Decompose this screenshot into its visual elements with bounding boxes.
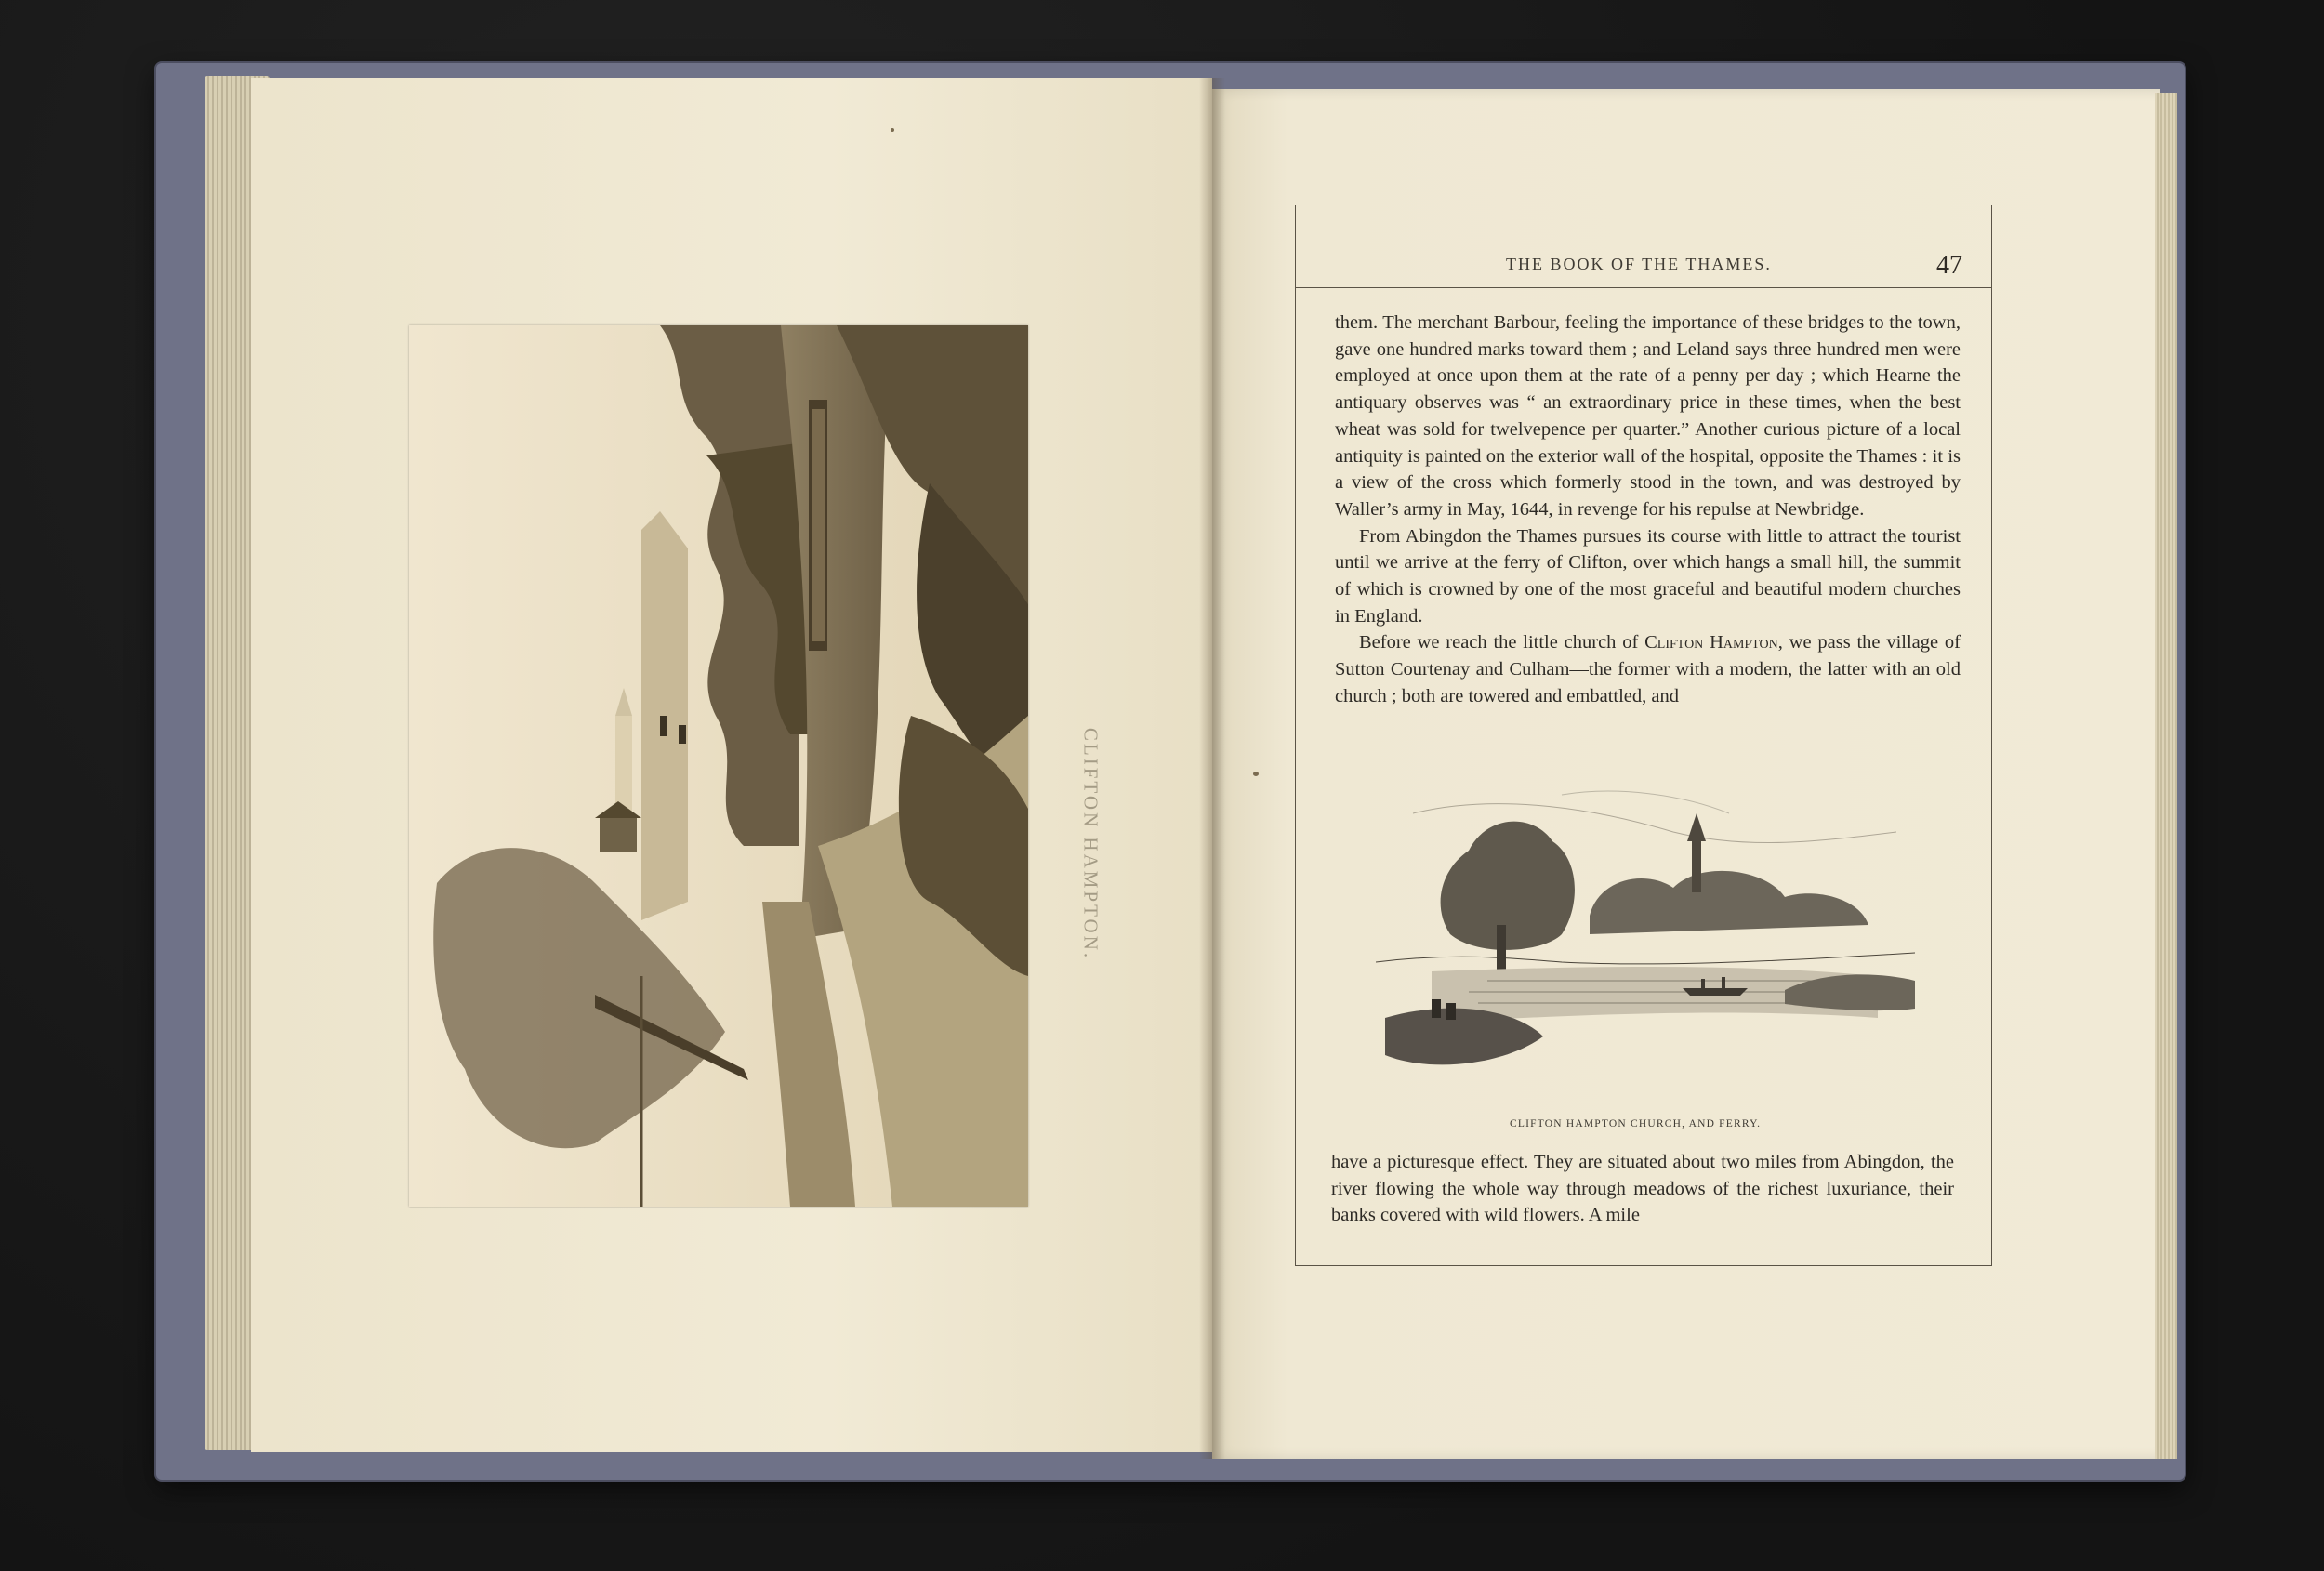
paragraph-3-text-b: , we pass the village of Sutton Courtenay and Culham—the former with a modern, the latter with an old church ; both are towered and embattled, and xyxy=(1335,632,1961,706)
book-gutter xyxy=(1199,78,1225,1459)
running-head: THE BOOK OF THE THAMES. xyxy=(1506,255,1772,273)
page-number: 47 xyxy=(1936,251,1962,280)
paragraph-3-text-a: Before we reach the little church of xyxy=(1359,632,1645,653)
body-text-bottom xyxy=(1331,1149,1954,1229)
paragraph-3 xyxy=(1335,629,1961,709)
header-rule xyxy=(1296,287,1991,288)
body-text-top xyxy=(1335,310,1961,710)
engraving-illustration xyxy=(1376,776,1915,1092)
paper-speck xyxy=(1253,772,1259,776)
paragraph-4: have a picturesque effect. They are situated about two miles from Abingdon, the river flowing the whole way through meadows of the richest luxuriance, their banks covered with wild flowers. A mile xyxy=(1331,1152,1954,1226)
right-page-edges xyxy=(2155,93,2177,1459)
paper-speck xyxy=(891,128,894,132)
albumen-photograph xyxy=(409,325,1028,1207)
place-name-smallcaps: Clifton Hampton xyxy=(1644,632,1778,653)
paragraph-1: them. The merchant Barbour, feeling the importance of these bridges to the town, gave one hundred marks toward them ; and Leland says three hundred men were employed at once upon them at the rate of a penny per day ; which Hearne the antiquary observes was “ an extraordinary price in these times, when the best wheat was sold for twelvepence per quarter.” Another curious picture of a local antiquity is painted on the exterior wall of the hospital, opposite the Thames : it is a view of the cross which formerly stood in the town, and was destroyed by Waller’s army in May, 1644, in revenge for his repulse at Newbridge. xyxy=(1335,312,1961,520)
engraving-caption: CLIFTON HAMPTON CHURCH, AND FERRY. xyxy=(1510,1118,1762,1129)
paragraph-2: From Abingdon the Thames pursues its course with little to attract the tourist until we arrive at the ferry of Clifton, over which hangs a small hill, the summit of which is crowned by one of the most graceful and beautiful modern churches in England. xyxy=(1335,525,1961,627)
